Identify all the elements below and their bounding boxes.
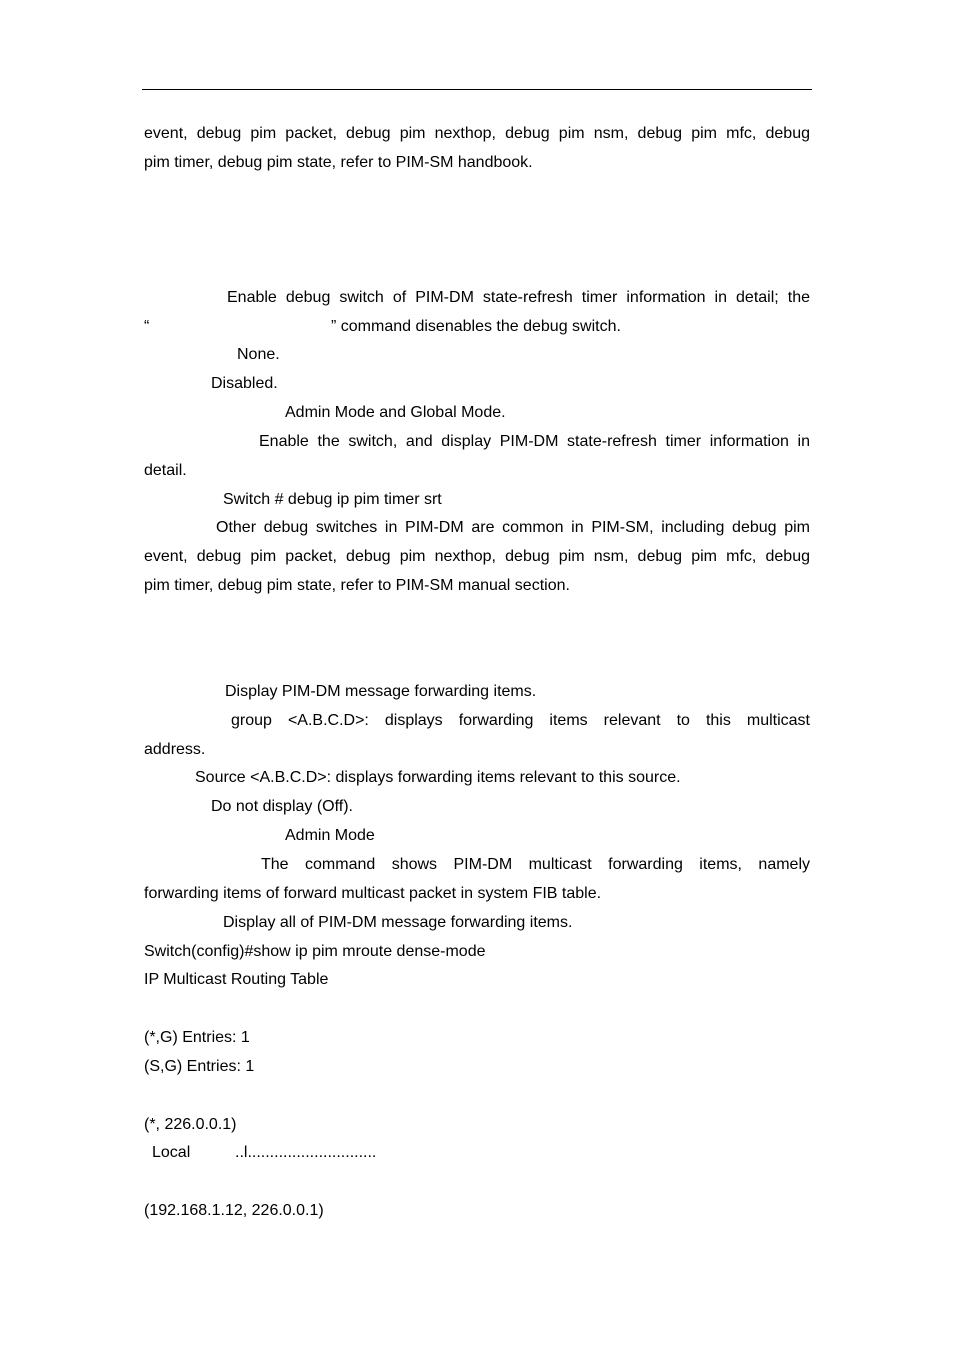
mroute-usage-line-2: forwarding items of forward multicast packet in system FIB table. [144, 885, 602, 902]
srt-usage-line-2: detail. [144, 462, 187, 479]
mroute-parameter-line-1: group <A.B.C.D>: displays forwarding items relevant to this multicast [231, 712, 810, 729]
output-s-g-entries: (S,G) Entries: 1 [144, 1058, 255, 1075]
output-star-g-group: (*, 226.0.0.1) [144, 1116, 237, 1133]
mroute-default: Do not display (Off). [211, 798, 353, 815]
srt-command-mode: Admin Mode and Global Mode. [285, 404, 506, 421]
srt-related-line-1: Other debug switches in PIM-DM are common in PIM-SM, including debug pim [216, 519, 810, 536]
srt-function-line-1: Enable debug switch of PIM-DM state-refresh timer information in detail; the [227, 289, 810, 306]
mroute-parameter-line-2: address. [144, 741, 206, 758]
output-local-label: Local [152, 1144, 191, 1161]
mroute-usage-line-1: The command shows PIM-DM multicast forwarding items, namely [261, 856, 810, 873]
srt-related-line-3: pim timer, debug pim state, refer to PIM-SM manual section. [144, 577, 570, 594]
srt-parameter: None. [237, 346, 280, 363]
output-s-g-group: (192.168.1.12, 226.0.0.1) [144, 1202, 324, 1219]
top-paragraph-line-1: event, debug pim packet, debug pim nexthop, debug pim nsm, debug pim mfc, debug [144, 125, 810, 142]
srt-example: Switch # debug ip pim timer srt [223, 491, 442, 508]
srt-default: Disabled. [211, 375, 278, 392]
srt-function-quote-open: “ [144, 318, 150, 335]
mroute-parameter-line-3: Source <A.B.C.D>: displays forwarding items relevant to this source. [195, 769, 681, 786]
srt-related-line-2: event, debug pim packet, debug pim nexthop, debug pim nsm, debug pim mfc, debug [144, 548, 810, 565]
header-rule [142, 89, 812, 90]
mroute-example-intro: Display all of PIM-DM message forwarding items. [223, 914, 573, 931]
mroute-command-mode: Admin Mode [285, 827, 375, 844]
top-paragraph-line-2: pim timer, debug pim state, refer to PIM-SM handbook. [144, 154, 533, 171]
output-star-g-entries: (*,G) Entries: 1 [144, 1029, 250, 1046]
mroute-function: Display PIM-DM message forwarding items. [225, 683, 537, 700]
output-command: Switch(config)#show ip pim mroute dense-mode [144, 943, 486, 960]
srt-usage-line-1: Enable the switch, and display PIM-DM state-refresh timer information in [259, 433, 810, 450]
srt-function-line-2: ” command disenables the debug switch. [331, 318, 621, 335]
output-table-title: IP Multicast Routing Table [144, 971, 329, 988]
output-local-value: ..l............................. [235, 1144, 377, 1161]
